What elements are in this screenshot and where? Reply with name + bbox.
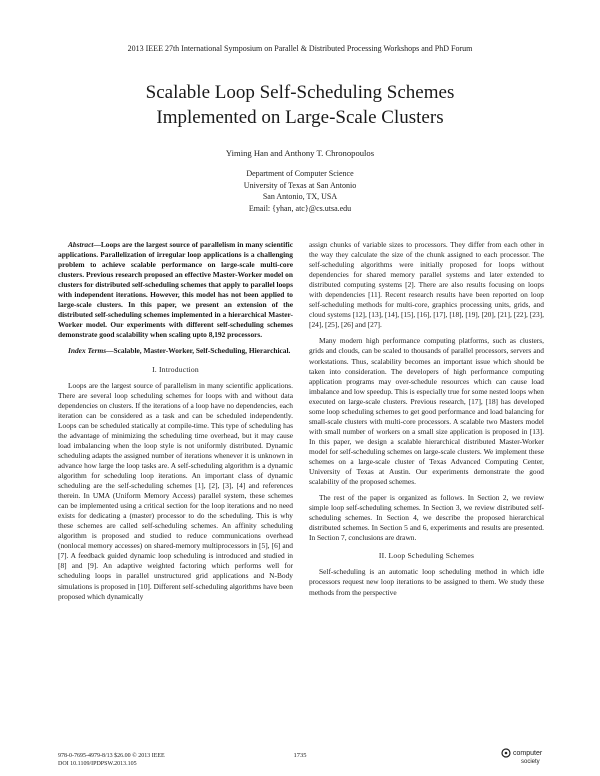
affiliation-email: Email: {yhan, atc}@cs.utsa.edu	[248, 203, 352, 213]
affiliation-university: University of Texas at San Antonio	[243, 180, 357, 190]
abstract-label: Abstract	[68, 240, 94, 249]
affiliation-department: Department of Computer Science	[246, 169, 354, 178]
logo-text-computer: computer	[513, 750, 543, 757]
title-line-1: Scalable Loop Self-Scheduling Schemes	[145, 82, 455, 103]
paper-title	[0, 80, 600, 130]
section-heading-introduction: I. Introduction	[152, 364, 199, 374]
right-column	[309, 240, 544, 604]
abstract-text: —Loops are the largest source of parallelism in many scientific applications. Parallelization of irregular loop applications is a challenging problem to achieve scalable performance on large-scale multi-core clusters. Previous research proposed an effective Master-Worker model on clusters for distributed self-scheduling schemes that apply to parallel loops with independent iterations. However, this model has not been applied to large-scale clusters. In this paper, we present an extension of the distributed self-scheduling schemes implemented in a hierarchical Master-Worker model. Our experiments with different self-scheduling schemes demonstrate good scalability when scaling upto 8,192 processors.	[58, 240, 293, 340]
section-heading-loop-scheduling: II. Loop Scheduling Schemes	[378, 551, 475, 561]
logo-text-society: society	[521, 759, 540, 765]
affiliation	[0, 168, 600, 214]
index-terms-text: —Scalable, Master-Worker, Self-Scheduling, Hierarchical.	[106, 346, 291, 356]
index-terms	[58, 346, 293, 356]
title-line-2: Implemented on Large-Scale Clusters	[156, 107, 444, 128]
introduction-paragraph-3: The rest of the paper is organized as follows. In Section 2, we review simple loop self-scheduling schemes. In Section 3, we review distributed self-scheduling schemes. In Section 4, we describe the proposed hierarchical distributed schemes. In Section 5 and 6, experiments and results are presented. In Section 7, conclusions are drawn.	[309, 493, 544, 543]
section-2-paragraph: Self-scheduling is an automatic loop scheduling method in which idle processors request new loop iterations to be assigned to them. We study these methods from the perspective	[309, 567, 544, 597]
introduction-paragraph-2: Many modern high performance computing platforms, such as clusters, grids and clouds, can be scaled to thousands of parallel processors, servers and workstations. Thus, scalability becomes an important issue which should be taken into consideration. The developers of high performance computing application programs may over-schedule resources which can cause load imbalance and low speedup. This is especially true for some nested loops when executed on large-scale clusters. Previous research, [17], [18] has developed some loop scheduling schemes to get good performance and load balancing for small-scale clusters with multi-core processors. A scalable two Masters model with small number of workers on a small size application is proposed in [13]. In this paper, we design a scalable hierarchical distributed Master-Worker model for self-scheduling schemes on large-scale clusters. We implement these schemes on a large-scale cluster of Texas Advanced Computing Center, University of Texas at Austin. Our experiments demonstrate the good scalability of the proposed schemes.	[309, 336, 544, 487]
footer-isbn: 978-0-7695-4979-8/13 $26.00 © 2013 IEEE	[58, 753, 165, 759]
affiliation-city: San Antonio, TX, USA	[262, 192, 338, 202]
footer-doi: DOI 10.1109/IPDPSW.2013.105	[58, 761, 137, 767]
page-number: 1735	[293, 752, 307, 759]
introduction-paragraph: Loops are the largest source of parallelism in many scientific applications. There are several loop scheduling schemes for loops with and without data dependencies on clusters. If the iterations of a loop have no dependencies, each iteration can be considered as a task and can be scheduled independently. Loops can be scheduled statically at compile-time. This type of scheduling has the advantage of minimizing the scheduling time overhead, but it may cause load imbalancing when the loop style is not uniformly distributed. Dynamic scheduling adapts the assigned number of iterations whenever it is unknown in advance how large the loop tasks are. A self-scheduling algorithm is a dynamic algorithm for scheduling loop iterations. An important class of dynamic scheduling are the self-scheduling schemes [1], [2], [3], [4] and references therein. In UMA (Uniform Memory Access) parallel system, these schemes can be implemented using a critical section for the loop iterations and no need exists for dedicating a (master) processor to do the scheduling. This is why these schemes are called self-scheduling schemes. An affinity scheduling algorithm is proposed and studied to reduce communications overhead (nonlocal memory accesses) on shared-memory multiprocessors in [5], [6] and [7]. A feedback guided dynamic loop scheduling is introduced and studied in [8] and [9]. An adaptive weighted factoring which performs well for scheduling loops in parallel unstructured grid applications and N-Body simulations is proposed in [10]. Different self-scheduling algorithms have been proposed which dynamically	[58, 380, 293, 601]
introduction-paragraph-continued: assign chunks of variable sizes to processors. They differ from each other in the way they calculate the size of the chunk assigned to each processor. The self-scheduling algorithms were initially proposed for loops without dependencies for shared memory parallel systems and later extended to distributed computing systems [2]. There are also results focusing on loops with dependencies [11]. Recent research results have been reported on loop self-scheduling methods for multi-core, graphics processing units, grids, and cloud systems [12], [13], [14], [15], [16], [17], [18], [19], [20], [21], [22], [23], [24], [25], [26] and [27].	[309, 240, 544, 330]
abstract	[58, 240, 293, 340]
computer-society-logo	[500, 745, 552, 767]
authors: Yiming Han and Anthony T. Chronopoulos	[225, 148, 375, 158]
left-column	[58, 240, 293, 608]
index-terms-label: Index Terms	[68, 346, 107, 356]
conference-header: 2013 IEEE 27th International Symposium on Parallel & Distributed Processing Workshops and PhD Forum	[127, 44, 473, 53]
